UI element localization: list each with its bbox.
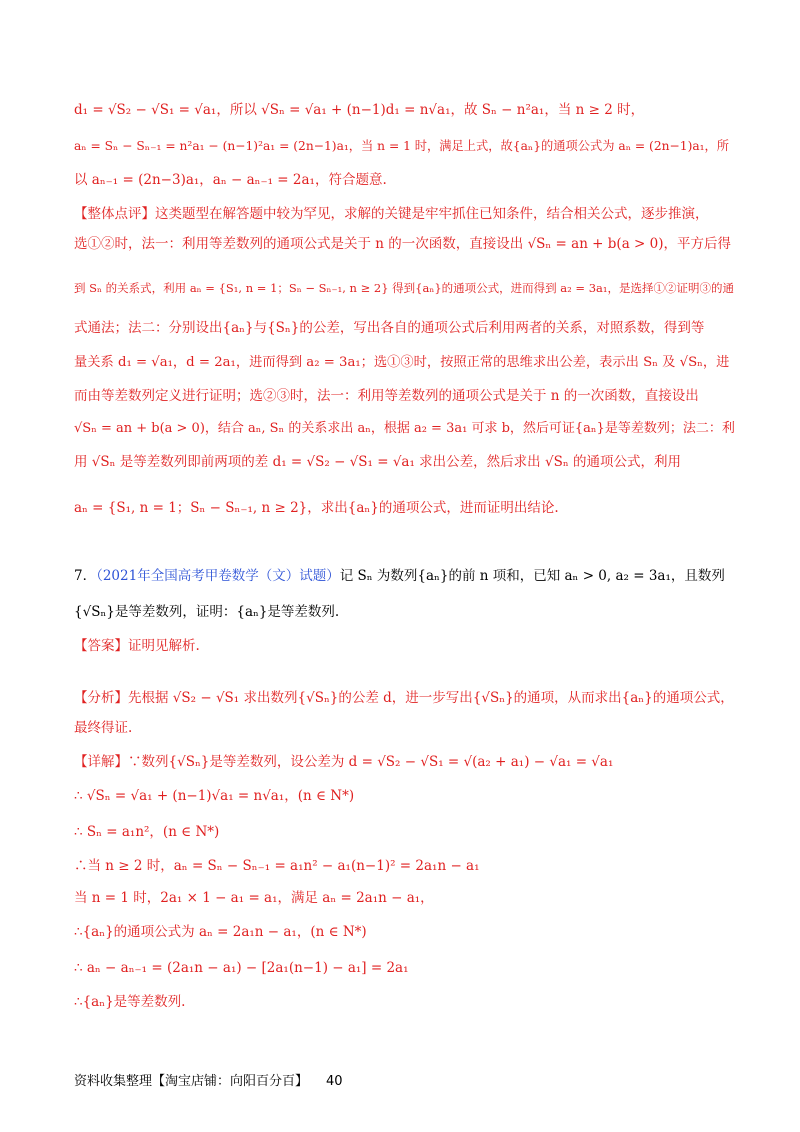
line-segment: 7．	[74, 568, 97, 584]
comment-line-9: aₙ = {S₁, n = 1；Sₙ − Sₙ₋₁, n ≥ 2}，求出{aₙ}的通项公式，进而证明出结论.	[74, 500, 559, 516]
comment-line-8: 用 √Sₙ 是等差数列即前两项的差 d₁ = √S₂ − √S₁ = √a₁ 求出公差，然后求出 √Sₙ 的通项公式，利用	[74, 454, 681, 470]
comment-line-7: √Sₙ = an + b(a > 0)，结合 aₙ, Sₙ 的关系求出 aₙ，根据 a₂ = 3a₁ 可求 b，然后可证{aₙ}是等差数列；法二：利	[74, 421, 735, 436]
solution-line-1: d₁ = √S₂ − √S₁ = √a₁，所以 √Sₙ = √a₁ + (n−1)d₁ = n√a₁，故 Sₙ − n²a₁，当 n ≥ 2 时，	[74, 102, 645, 118]
detail-line-8: ∴{aₙ}是等差数列.	[74, 994, 186, 1010]
comment-line-4: 式通法；法二：分别设出{aₙ}与{Sₙ}的公差，写出各自的通项公式后利用两者的关系，对照系数，得到等	[74, 320, 705, 336]
detail-line-4: ∴当 n ≥ 2 时，aₙ = Sₙ − Sₙ₋₁ = a₁n² − a₁(n−1)² = 2a₁n − a₁	[74, 858, 480, 874]
detail-line-3: ∴ Sₙ = a₁n²，(n ∈ N*)	[74, 824, 220, 840]
solution-line-3: 以 aₙ₋₁ = (2n−3)a₁，aₙ − aₙ₋₁ = 2a₁，符合题意.	[74, 172, 387, 188]
page-number: 40	[326, 1074, 343, 1089]
question-7-line-1	[74, 566, 740, 586]
detail-line-7: ∴ aₙ − aₙ₋₁ = (2a₁n − a₁) − [2a₁(n−1) − a₁] = 2a₁	[74, 960, 409, 976]
footer-label: 资料收集整理【淘宝店铺：向阳百分百】	[74, 1074, 309, 1089]
detail-line-5: 当 n = 1 时，2a₁ × 1 − a₁ = a₁，满足 aₙ = 2a₁n − a₁，	[74, 890, 434, 906]
answer-line: 【答案】证明见解析.	[74, 638, 200, 654]
comment-line-5: 量关系 d₁ = √a₁，d = 2a₁，进而得到 a₂ = 3a₁；选①③时，按照正常的思维求出公差，表示出 Sₙ 及 √Sₙ，进	[74, 355, 730, 370]
comment-line-6: 而由等差数列定义进行证明；选②③时，法一：利用等差数列的通项公式是关于 n 的一次函数，直接设出	[74, 388, 699, 404]
comment-line-1: 【整体点评】这类题型在解答题中较为罕见，求解的关键是牢牢抓住已知条件，结合相关公式，逐步推演，	[74, 206, 709, 222]
line-segment: 记 Sₙ 为数列{aₙ}的前 n 项和，已知 aₙ > 0, a₂ = 3a₁，且数列	[339, 568, 725, 584]
solution-line-2: aₙ = Sₙ − Sₙ₋₁ = n²a₁ − (n−1)²a₁ = (2n−1)a₁，当 n = 1 时，满足上式，故{aₙ}的通项公式为 aₙ = (2n−1)a₁，所	[74, 139, 730, 153]
detail-line-1: 【详解】∵数列{√Sₙ}是等差数列，设公差为 d = √S₂ − √S₁ = √(a₂ + a₁) − √a₁ = √a₁	[74, 754, 614, 770]
detail-line-6: ∴{aₙ}的通项公式为 aₙ = 2a₁n − a₁，(n ∈ N*)	[74, 924, 367, 940]
question-7-line-2: {√Sₙ}是等差数列，证明：{aₙ}是等差数列.	[74, 604, 340, 620]
line-segment: （2021年全国高考甲卷数学（文）试题）	[96, 568, 340, 584]
analysis-line-1: 【分析】先根据 √S₂ − √S₁ 求出数列{√Sₙ}的公差 d，进一步写出{√Sₙ}的通项，从而求出{aₙ}的通项公式，	[74, 690, 734, 706]
comment-line-3: 到 Sₙ 的关系式，利用 aₙ = {S₁, n = 1；Sₙ − Sₙ₋₁, n ≥ 2} 得到{aₙ}的通项公式，进而得到 a₂ = 3a₁，是选择①②证明③的通	[74, 281, 734, 295]
page-footer	[74, 1070, 343, 1089]
comment-line-2: 选①②时，法一：利用等差数列的通项公式是关于 n 的一次函数，直接设出 √Sₙ = an + b(a > 0)，平方后得	[74, 236, 731, 252]
analysis-line-2: 最终得证.	[74, 720, 133, 736]
detail-line-2: ∴ √Sₙ = √a₁ + (n−1)√a₁ = n√a₁，(n ∈ N*)	[74, 788, 355, 804]
